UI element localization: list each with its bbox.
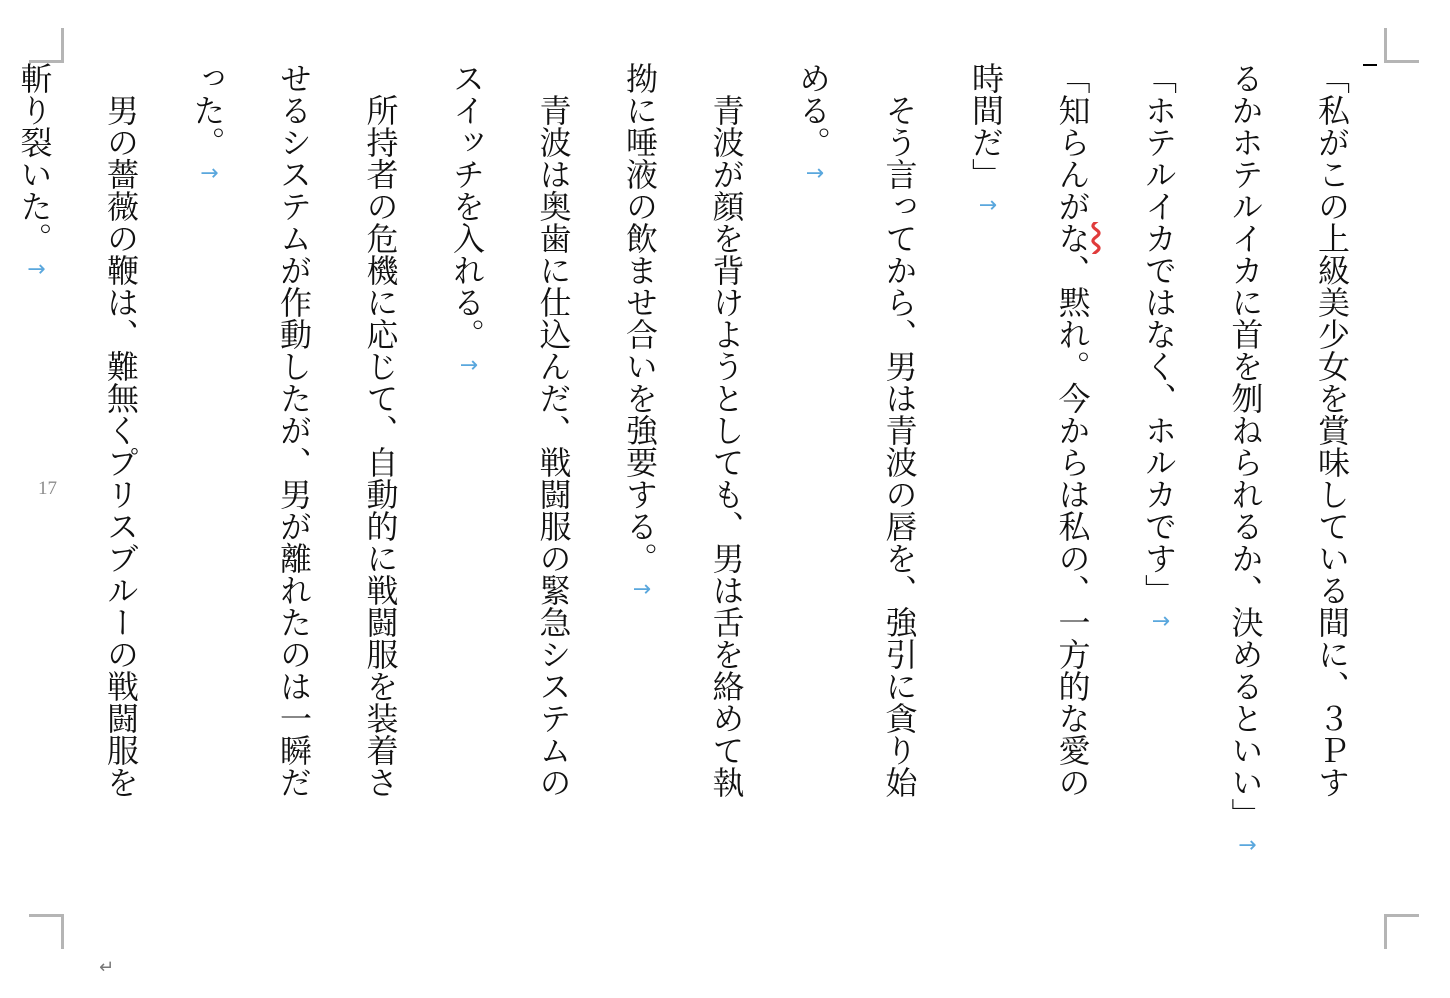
crop-mark-bottom-left: [29, 914, 64, 949]
text-line: [251, 62, 338, 914]
text-segment: 所持者の危機に応じて、自動的に戦闘服を装着さ: [361, 62, 400, 798]
text-segment: 斬り裂いた。: [15, 62, 54, 254]
text-line: [597, 62, 684, 914]
text-segment: 男の薔薇の鞭は、難無くプリスブルーの戦闘服を: [102, 62, 140, 798]
text-segment: そう言ってから、男は青波の唇を、強引に貪り始: [880, 62, 919, 798]
text-segment: スイッチを入れる。: [448, 62, 486, 350]
text-line: [1289, 62, 1376, 914]
text-line: [510, 62, 597, 914]
crop-mark-bottom-right: [1384, 914, 1419, 949]
text-segment: るかホテルイカに首を刎ねられるか、決めるといい」: [1226, 62, 1265, 830]
return-mark-icon: ↑: [801, 164, 826, 183]
text-segment: 「知らんが: [1053, 62, 1092, 222]
text-segment: った。: [188, 62, 227, 158]
text-line: [1202, 62, 1289, 914]
text-line: [683, 62, 770, 914]
return-mark-icon: ↑: [628, 580, 653, 599]
text-line: [1029, 62, 1116, 914]
return-mark-icon: ↑: [974, 196, 999, 215]
text-segment: せるシステムが作動したが、男が離れたのは一瞬だ: [275, 62, 313, 798]
text-segment: 「ホテルイカではなく、ホルカです」: [1140, 62, 1178, 606]
text-line: [1116, 62, 1203, 914]
text-segment: める。: [794, 62, 832, 158]
paragraph-end-mark: ↵: [99, 957, 115, 978]
text-line: [337, 62, 424, 914]
return-mark-icon: ↑: [455, 356, 480, 375]
text-segment: 時間だ」: [967, 62, 1005, 190]
text-segment: 、黙れ。今からは私の、一方的な愛の: [1053, 254, 1092, 798]
text-line: [770, 62, 857, 914]
text-segment: 拗に唾液の飲ませ合いを強要する。: [621, 62, 659, 574]
return-mark-icon: ↑: [1147, 612, 1172, 631]
crop-mark-top-right: [1384, 28, 1419, 63]
crop-mark-top-left: [29, 28, 64, 63]
return-mark-icon: ↑: [195, 164, 221, 183]
page-number: 17: [38, 478, 57, 499]
return-mark-icon: ↑: [22, 260, 48, 279]
return-mark-icon: ↑: [1233, 836, 1259, 855]
text-line: [164, 62, 251, 914]
text-line: [78, 62, 165, 914]
text-line: [424, 62, 511, 914]
text-segment: 「私がこの上級美少女を賞味している間に、３Ｐす: [1313, 62, 1351, 798]
text-segment: 青波は奥歯に仕込んだ、戦闘服の緊急システムの: [534, 62, 573, 798]
spellcheck-marked-text: な: [1053, 222, 1092, 254]
text-segment: 青波が顔を背けようとしても、男は舌を絡めて執: [707, 62, 746, 798]
text-line: [943, 62, 1030, 914]
text-line: [856, 62, 943, 914]
